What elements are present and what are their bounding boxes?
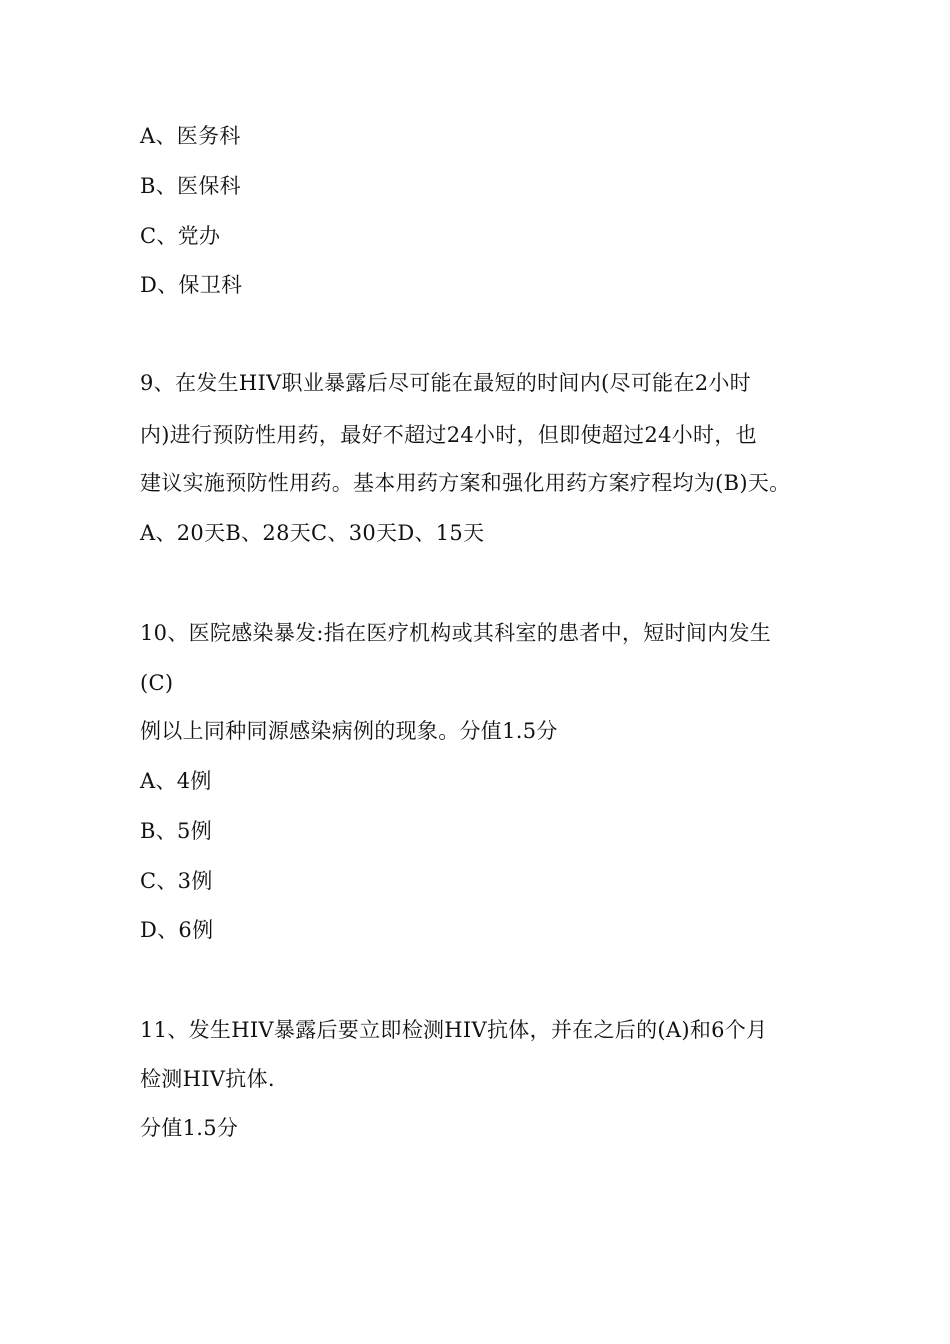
- q9-text-line-2: 内)进行预防性用药，最好不超过24小时，但即使超过24小时，也: [140, 423, 757, 447]
- q10-text-line-3: 例以上同种同源感染病例的现象。分值1.5分: [140, 719, 558, 743]
- q9-text-line-3: 建议实施预防性用药。基本用药方案和强化用药方案疗程均为(B)天。: [140, 471, 791, 495]
- q11-score: 分值1.5分: [140, 1116, 239, 1140]
- q10-option-a: A、4例: [140, 769, 212, 793]
- q10-option-d: D、6例: [140, 918, 214, 942]
- q10-text-line-2: (C): [140, 671, 174, 695]
- q11-text-line-1: 11、发生HIV暴露后要立即检测HIV抗体，并在之后的(A)和6个月: [140, 1018, 768, 1042]
- q8-option-d: D、保卫科: [140, 273, 243, 297]
- q9-options: A、20天B、28天C、30天D、15天: [140, 521, 485, 545]
- q8-option-c: C、党办: [140, 224, 221, 248]
- q11-text-line-2: 检测HIV抗体.: [140, 1067, 275, 1091]
- q10-text-line-1: 10、医院感染暴发:指在医疗机构或其科室的患者中，短时间内发生: [140, 621, 772, 645]
- q10-option-c: C、3例: [140, 869, 213, 893]
- q10-option-b: B、5例: [140, 819, 212, 843]
- q8-option-a: A、医务科: [140, 124, 241, 148]
- q9-text-line-1: 9、在发生HIV职业暴露后尽可能在最短的时间内(尽可能在2小时: [140, 371, 751, 395]
- q8-option-b: B、医保科: [140, 174, 241, 198]
